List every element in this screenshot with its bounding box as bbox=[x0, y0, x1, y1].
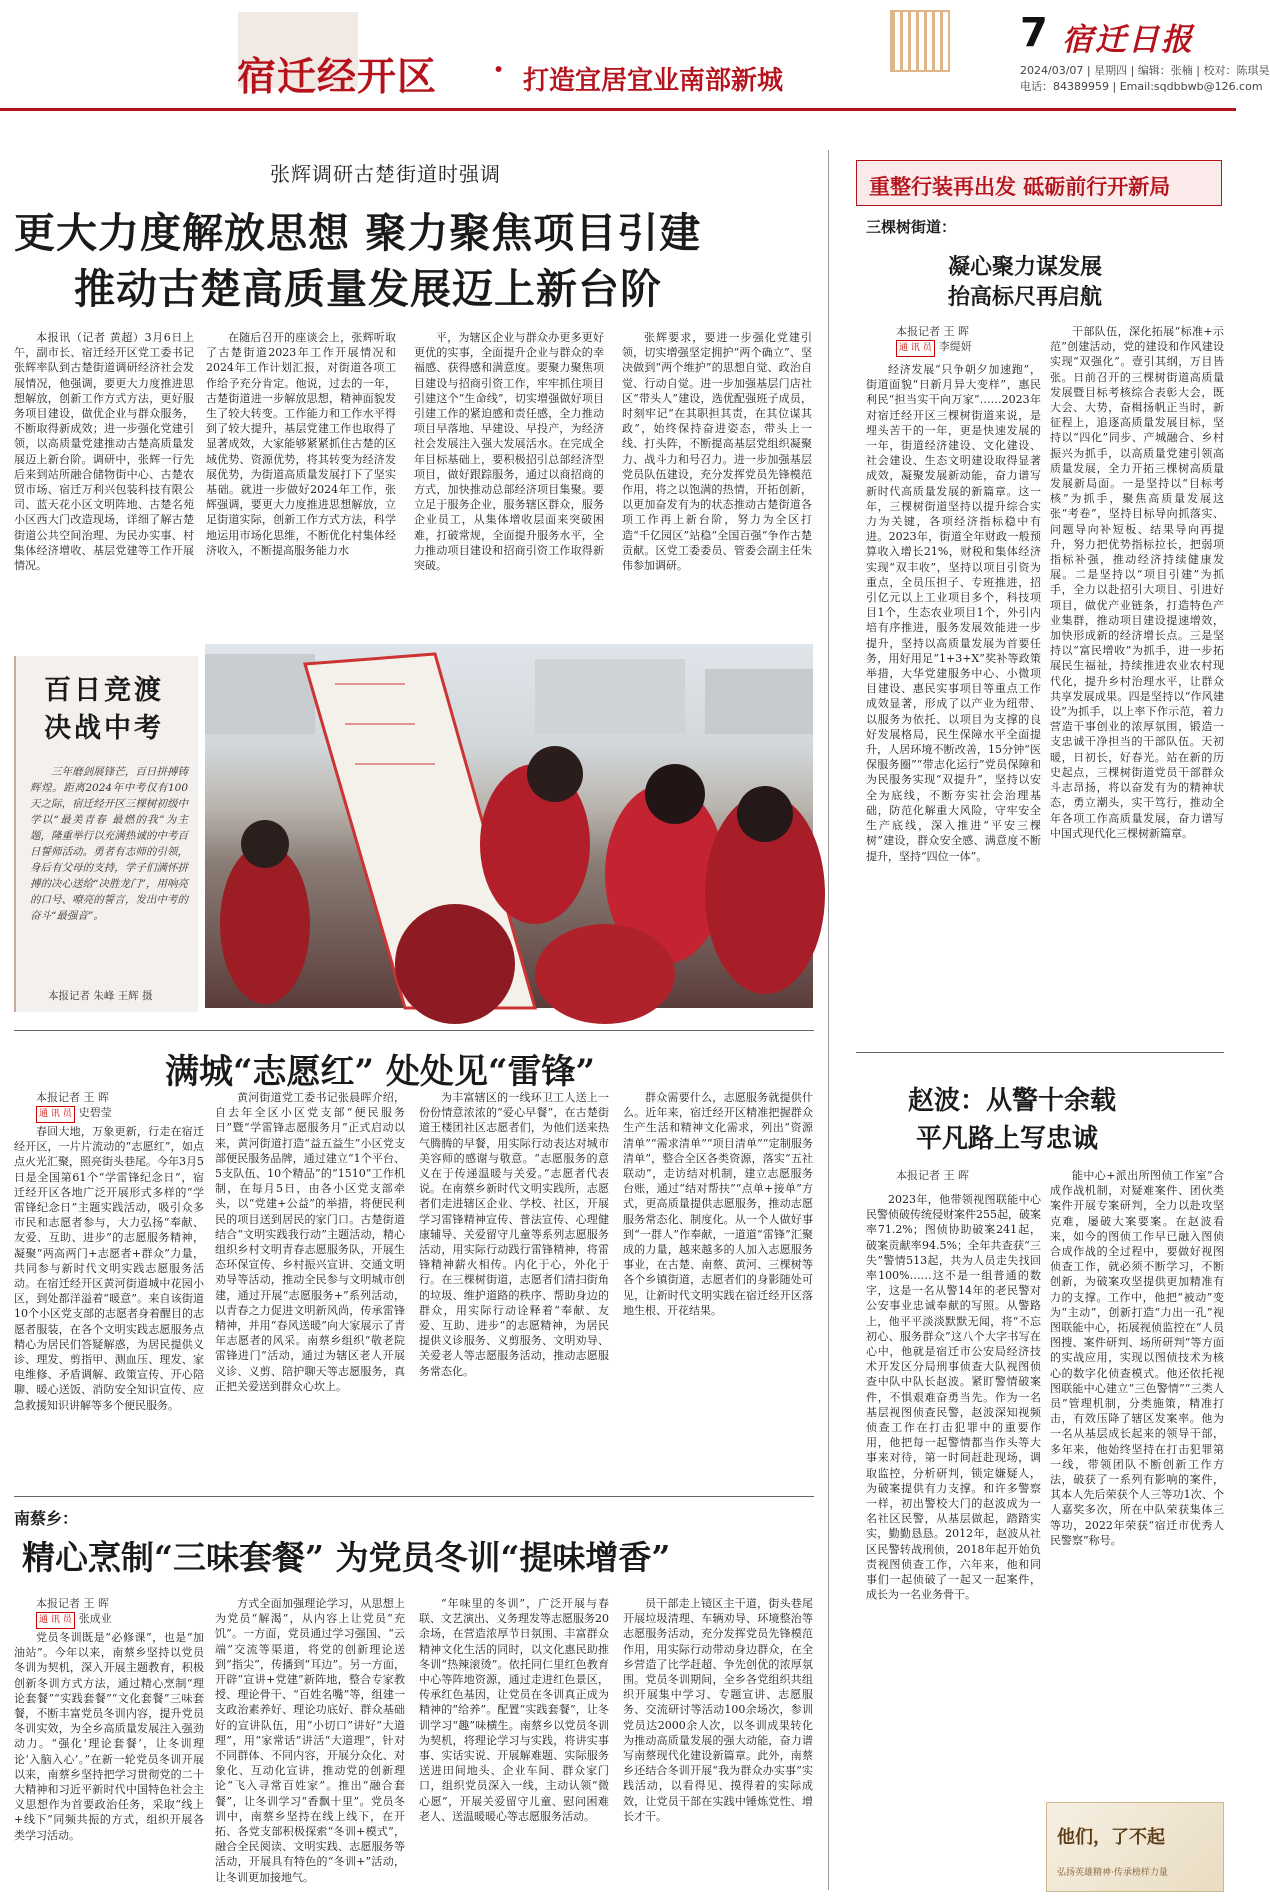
sidebar-correspondent-name: 李缇妍 bbox=[938, 340, 972, 353]
feature-byline: 本报记者 朱峰 王辉 摄 bbox=[48, 990, 153, 1002]
cop-headline-2: 平凡路上写忠诚 bbox=[916, 1124, 1099, 1154]
masthead-info-line1: 2024/03/07 | 星期四 | 编辑：张楠 | 校对：陈琪昊 bbox=[1020, 64, 1270, 77]
masthead-rule bbox=[0, 108, 1236, 111]
volunteer-headline: 满城“志愿红” 处处见“雷锋” bbox=[165, 1052, 596, 1092]
lead-col-3 bbox=[414, 330, 604, 584]
volunteer-col-3 bbox=[419, 1090, 609, 1480]
ad-box bbox=[1046, 1802, 1224, 1892]
lead-col-1-text: 本报讯（记者 黄超）3月6日上午，副市长、宿迁经开区党工委书记张辉率队到古楚街道调研经济社会发展情况，他强调，要更大力度推进思想解放，创新工作方式方法，更好服务项目建设，做优企业与群众服务，不断取得新成效；进一步强化党建引领，以高质量党建推动古楚高质量发展迈上新台阶。调研中，张辉一行先后来到站所融合储物街中心、古楚农贸市场、宿迁万利兴包装科技有限公司、蓝天花小区文明阵地、古楚名苑小区西大门改造现场，详细了解古楚街道公共空间治理、为民办实事、村集体经济增收、基层党建等工作开展情况。 bbox=[14, 331, 194, 573]
volunteer-col-4 bbox=[623, 1090, 813, 1480]
lead-col-2 bbox=[206, 330, 396, 584]
volunteer-byline-correspondent bbox=[36, 1105, 112, 1123]
nancai-col-4 bbox=[623, 1596, 813, 1892]
cop-headline-1: 赵波：从警十余载 bbox=[908, 1086, 1117, 1116]
cop-col-2-text: 能中心+派出所图侦工作室”合成作战机制，对疑难案件、团伙类案件开展专案研判，全力以赴攻坚克难，屡破大案要案。在赵波看来，如今的图侦工作早已融入图侦合成作战的全过程中，要做好视图侦查工作，就必须不断学习，不断创新，为破案攻坚提供更加精准有力的支撑。工作中，他把“被动”变为“主动”，创新打造“力出一孔”视图联能中心，拓展视侦监控在“人员图搜、案件研判、场所研判”等方面的实战应用，实现以图侦技术为核心的数字化侦查模式。他还依托视图联能中心建立“三色警情”“三类人员”管理机制，分类施策，精准打击，有效压降了辖区发案率。他为一名从基层成长起来的领导干部，多年来，他始终坚持在打击犯罪第一线，带领团队不断创新工作方法，破获了一系列有影响的案件，其本人先后荣获个人三等功1次、个人嘉奖多次，所在中队荣获集体三等功，2022年荣获“宿迁市优秀人民警察”称号。 bbox=[1050, 1169, 1224, 1547]
feature-photo bbox=[205, 644, 813, 1008]
correspondent-box: 通 讯 员 bbox=[896, 340, 935, 357]
paper-name-logo: 宿迁日报 bbox=[1062, 22, 1194, 58]
sidebar-byline bbox=[896, 324, 972, 357]
masthead-logo-building bbox=[890, 10, 950, 72]
nancai-kicker: 南蔡乡： bbox=[14, 1509, 79, 1528]
nancai-col-2-text: 方式全面加强理论学习，从思想上为党员“解渴”，从内容上让党员“充饥”。一方面，党员通过学习强国、“云端”交流等渠道，将党的创新理论送到“指尖”，传播到“耳边”。另一方面，开辟“宣讲+党建”新阵地，整合专家教授、理论骨干、“百姓名嘴”等，组建一支政治素养好、理论功底好、群众基础好的宣讲队伍，用“小切口”讲好“大道理”，用“家常话”讲活“大道理”，针对不同群体、不同内容，开展分众化、对象化、互动化宣讲，推动党的创新理论“飞入寻常百姓家”。推出“融合套餐”，让冬训学习“香飘十里”。党员冬训中，南蔡乡坚持在线上线下，在开拓、各党支部积极探索“冬训+模式”，融合全民阅读、文明实践、志愿服务等活动，开展具有特色的“冬训+”活动，让冬训更加接地气。 bbox=[215, 1597, 405, 1884]
masthead-email: Email:sqdbbwb@126.com bbox=[1119, 80, 1263, 93]
correspondent-box: 通 讯 员 bbox=[36, 1106, 75, 1123]
sidebar-headline-1: 凝心聚力谋发展 bbox=[948, 254, 1103, 280]
lead-col-1 bbox=[14, 330, 194, 584]
volunteer-byline bbox=[36, 1090, 112, 1123]
feature-title-1: 百日竞渡 bbox=[44, 675, 164, 706]
section-slogan: 打造宜居宜业南部新城 bbox=[523, 66, 784, 96]
nancai-top-rule bbox=[14, 1496, 814, 1497]
sidebar-col-2-text: 干部队伍，深化拓展“标准+示范”创建活动，党的建设和作风建设实现“双强化”。壹引其纲，万目皆张。日前召开的三棵树街道高质量发展暨目标考核综合表彰大会，既大会、大势，奋楫扬帆正当时，新征程上，追逐高质量发展目标，坚持以“四化”同步、产城融合、乡村振兴为抓手，以高质量党建引领高质量发展，全力开拓三棵树高质量发展新局面。一是坚持以“目标考核”为抓手，聚焦高质量发展这张“考卷”，坚持目标导向抓落实、问题导向补短板、结果导向再提升，努力把优势指标拉长，把弱项指标补强，推动经济持续健康发展。二是坚持以“项目引建”为抓手，全力以赴招引大项目、引进好项目，做优产业链条，打造特色产业集群，推动项目建设提速增效，加快形成新的经济增长点。三是坚持以“富民增收”为抓手，进一步拓展民生福祉，持续推进农业农村现代化，提升乡村治理水平，让群众共享发展成果。四是坚持以“作风建设”为抓手，以上率下作示范，着力营造干事创业的浓厚氛围，锻造一支忠诚干净担当的干部队伍。天初暖，日初长，好春光。站在新的历史起点，三棵树街道党员干部群众斗志昂扬，将以奋发有为的精神状态，勇立潮头，实干笃行，推动全年各项工作高质量发展，奋力谱写中国式现代化三棵树新篇章。 bbox=[1050, 325, 1224, 840]
masthead-proofreader: 校对：陈琪昊 bbox=[1203, 64, 1270, 77]
section-dot: · bbox=[493, 50, 505, 88]
masthead bbox=[0, 0, 1270, 110]
sidebar-banner-text: 重整行装再出发 砥砺前行开新局 bbox=[869, 175, 1171, 199]
cop-top-rule bbox=[856, 1052, 1224, 1053]
nancai-col-2 bbox=[215, 1596, 405, 1892]
feature-box bbox=[14, 656, 198, 1012]
sidebar-headline-2: 抬高标尺再启航 bbox=[948, 284, 1103, 310]
masthead-phone: 电话：84389959 bbox=[1020, 80, 1109, 93]
nancai-headline: 精心烹制“三味套餐” 为党员冬训“提味增香” bbox=[22, 1538, 671, 1577]
cop-col-1-text: 2023年，他带领视图联能中心民警侦破传统侵财案件255起，破案率71.2%；图侦协助破案241起，破案贡献率94.5%；全年共查获“三失”警情513起，共为人员走失找回率100%……这不是一组普通的数字，这是一名从警14年的老民警对公安事业忠诚奉献的写照。从警路上，他平平淡淡默默无闻，将“不忘初心、服务群众”这八个大字书写在心中，他就是宿迁市公安局经济技术开发区分局刑事侦查大队视图侦查中队中队长赵波。紧盯警情破案件，不惧艰难奋勇当先。作为一名基层视图侦查民警，赵波深知视频侦查工作在打击犯罪中的重要作用，他把每一起警情都当作头等大事来对待，第一时间赶赴现场，调取监控，分析研判，锁定嫌疑人，为破案提供有力支撑。和许多警察一样，初出警校大门的赵波成为一名社区民警，从基层做起，踏踏实实，勤勤恳恳。2012年，赵波从社区民警转战刑侦，2018年起开始负责视图侦查工作，六年来，他和同事们一起侦破了一起又一起案件，成长为一名业务骨干。 bbox=[866, 1193, 1041, 1602]
nancai-col-4-text: 员干部走上镜区主干道，街头巷尾开展垃圾清理、车辆劝导、环境整治等志愿服务活动，充分发挥党员先锋模范作用，用实际行动带动身边群众，在全乡营造了比学赶超、争先创优的浓厚氛围。党员冬训期间，全乡各党组织共组织开展集中学习、专题宣讲、志愿服务、交流研讨等活动100余场次，参训党员达2000余人次，以冬训成果转化为推动高质量发展的强大动能，奋力谱写南蔡现代化建设新篇章。此外，南蔡乡还结合冬训开展“我为群众办实事”实践活动，以看得见、摸得着的实际成效，让党员干部在实践中锤炼党性、增长才干。 bbox=[623, 1597, 813, 1823]
masthead-info-line2: 电话：84389959 | Email:sqdbbwb@126.com bbox=[1020, 80, 1263, 93]
volunteer-col-1 bbox=[14, 1124, 204, 1480]
page-number: 7 bbox=[1020, 10, 1048, 56]
nancai-col-1-text: 党员冬训既是“必修课”，也是“加油站”。今年以来，南蔡乡坚持以党员冬训为契机，深入开展主题教育，积极创新冬训方式方法，通过精心烹制“理论套餐”“实践套餐”“文化套餐”三味套餐，不断丰富党员冬训内容，提升党员冬训实效，为全乡高质量发展注入强劲动力。“强化‘理论套餐’，让冬训理论‘入脑入心’。”在新一轮党员冬训开展以来，南蔡乡坚持把学习贯彻党的二十大精神和习近平新时代中国特色社会主义思想作为首要政治任务，采取“线上+线下”同频共振的方式，组织开展各类学习活动。 bbox=[14, 1631, 204, 1842]
lead-col-2-text: 在随后召开的座谈会上，张辉听取了古楚街道2023年工作开展情况和2024年工作计划汇报，对街道各项工作给予充分肯定。他说，过去的一年，古楚街道进一步解放思想，精神面貌发生了较大转变。工作能力和工作水平得到了较大提升，基层党建工作也取得了显著成效，大家能够紧紧抓住古楚的区域优势、资源优势，将其转变为经济发展优势，为街道高质量发展打下了坚实基础。就进一步做好2024年工作，张辉强调，要更大力度推进思想解放，立足街道实际，创新工作方式方法，科学地运用市场化思维，不断优化村集体经济收入，不断提高服务能力水 bbox=[206, 331, 396, 557]
cop-col-2 bbox=[1050, 1168, 1224, 1792]
lead-col-3-text: 平，为辖区企业与群众办更多更好更优的实事，全面提升企业与群众的幸福感、获得感和满意度。要聚力聚焦项目建设与招商引资工作，牢牢抓住项目引建这个“生命线”，切实增强做好项目引建工作的紧迫感和责任感，全力推动项目早落地、早建设、早投产，为经济社会发展注入强大发展活水。在完成全年目标基础上，要积极招引总部经济型项目，做好跟踪服务，通过以商招商的方式，加快推动总部经济项目集聚。要立足于服务企业，服务辖区群众，服务企业员工，从集体增收层面来突破困难，打破常规，全面提升服务水平，全力推动项目建设和招商引资工作取得新突破。 bbox=[414, 331, 604, 573]
volunteer-col-2-text: 黄河街道党工委书记张晨晖介绍，自去年全区小区党支部“便民服务日”暨“学雷锋志愿服务月”正式启动以来，黄河街道打造“益五益生”小区党支部便民服务品牌，通过建立“1个平台、5支队伍、10个精品”的“1510”工作机制，在每月5日，由各小区党支部牵头，以“党建+公益”的举措，将便民利民的项目送到居民的家门口。古楚街道结合“文明实践我行动”主题活动，精心组织乡村文明青春志愿服务队，开展生态环保宣传、乡村振兴宣讲、交通文明劝导等活动，推动全民参与文明城市创建，通过开展“志愿服务+”系列活动，以青春之力促进文明新风尚，传承雷锋精神，并用“春风送暖”向大家展示了青年志愿者的风采。南蔡乡组织“敬老院雷锋进门”活动，通过为辖区老人开展义诊、义剪、陪护聊天等志愿服务，真正把关爱送到群众心坎上。 bbox=[215, 1091, 405, 1393]
ad-text: 他们，了不起 bbox=[1057, 1827, 1165, 1848]
volunteer-col-2 bbox=[215, 1090, 405, 1480]
sidebar-col-1 bbox=[866, 362, 1041, 1034]
volunteer-correspondent-name: 史碧莹 bbox=[78, 1106, 112, 1119]
nancai-byline bbox=[36, 1596, 112, 1629]
cop-col-1 bbox=[866, 1192, 1041, 1892]
cop-byline: 本报记者 王 晖 bbox=[896, 1169, 969, 1182]
feature-title-2: 决战中考 bbox=[44, 713, 164, 744]
volunteer-top-rule bbox=[14, 1030, 814, 1031]
correspondent-box: 通 讯 员 bbox=[36, 1612, 75, 1629]
feature-photo-illustration bbox=[205, 644, 813, 1008]
nancai-col-3-text: “年味里的冬训”，广泛开展与春联、文艺演出、义务理发等志愿服务20余场，在营造浓厚节日氛围、丰富群众精神文化生活的同时，以文化惠民助推冬训“热辣滚烫”。依托同仁里红色教育中心等阵地资源，通过走进红色景区，传承红色基因，让党员在冬训真正成为精神的“给养”。配置“实践套餐”，让冬训学习“趣”味横生。南蔡乡以党员冬训为契机，将理论学习与实践，将讲实事事、实话实说、开展解难题、实际服务送进田间地头、企业车间、群众家门口，组织党员深入一线，主动认领“微心愿”，开展关爱留守儿童、慰问困难老人、送温暖暖心等志愿服务活动。 bbox=[419, 1597, 609, 1823]
lead-col-4-text: 张辉要求，要进一步强化党建引领，切实增强坚定拥护“两个确立”、坚决做到“两个维护”的思想自觉、政治自觉、行动自觉。进一步加强基层门店社区“带头人”建设，选优配强班子成员，时刻牢记“在其职担其责，在其位谋其政”，始终保持奋进姿态，带头上一线、打头阵，不断提高基层党组织凝聚力、战斗力和号召力。进一步加强基层党员队伍建设，充分发挥党员先锋模范作用，将之以饱满的热情，开拓创新，以更加奋发有为的状态推动古楚街道各项工作再上新台阶，努力为全区打造“千亿园区”站稳“全国百强”争作古楚贡献。区党工委委员、管委会副主任朱伟参加调研。 bbox=[622, 331, 812, 573]
volunteer-col-3-text: 为丰富辖区的一线环卫工人送上一份份情意浓浓的“爱心早餐”，在古楚街道王楼团社区志愿者们，为他们送来热气腾腾的早餐，用实际行动表达对城市美容师的感谢与敬意。“志愿服务的意义在于传递温暖与关爱。”志愿者代表说。在南蔡乡新时代文明实践所，志愿者们走进辖区企业、学校、社区，开展学习雷锋精神宣传、普法宣传、心理健康辅导、关爱留守儿童等系列志愿服务活动，用实际行动践行雷锋精神，将雷锋精神薪火相传。内化于心，外化于行。在三棵树街道，志愿者们清扫街角的垃圾、维护道路的秩序、帮助身边的群众，用实际行动诠释着“奉献、友爱、互助、进步”的志愿精神，为居民提供义诊服务、义剪服务、文明劝导、关爱老人等志愿服务活动，推动志愿服务常态化。 bbox=[419, 1091, 609, 1378]
nancai-col-3 bbox=[419, 1596, 609, 1892]
nancai-col-1 bbox=[14, 1630, 204, 1892]
masthead-weekday: 星期四 bbox=[1094, 64, 1128, 77]
nancai-byline-reporter: 本报记者 王 晖 bbox=[36, 1597, 109, 1610]
volunteer-byline-reporter: 本报记者 王 晖 bbox=[36, 1091, 109, 1104]
masthead-date: 2024/03/07 bbox=[1020, 64, 1084, 77]
section-title: 宿迁经开区 bbox=[237, 54, 438, 100]
sidebar-byline-correspondent bbox=[896, 339, 972, 357]
sidebar-divider bbox=[828, 150, 829, 1890]
nancai-byline-correspondent bbox=[36, 1611, 112, 1629]
sidebar-kicker: 三棵树街道： bbox=[866, 218, 957, 236]
sidebar-col-2 bbox=[1050, 324, 1224, 1034]
sidebar-banner bbox=[856, 160, 1222, 206]
ad-subtext: 弘扬英雄精神·传承榜样力量 bbox=[1057, 1868, 1168, 1878]
volunteer-col-4-text: 群众需要什么，志愿服务就提供什么。近年来，宿迁经开区精准把握群众生产生活和精神文化需求，列出“资源清单”“需求清单”“项目清单”“定制服务清单”，整合全区各类资源，落实“五社联动”，走访结对机制，建立志愿服务台账，通过“结对帮扶”“点单+接单”方式，更高质量提供志愿服务，推动志愿服务常态化、制度化。从一个人做好事到“一群人”作奉献，一道道“雷锋”汇聚成的力量，越来越多的人加入志愿服务事业，在古楚、南蔡、黄河、三棵树等各个乡镇街道，志愿者们的身影随处可见，让新时代文明实践在宿迁经开区落地生根、开花结果。 bbox=[623, 1091, 813, 1317]
lead-headline-1: 更大力度解放思想 聚力聚焦项目引建 bbox=[14, 209, 702, 257]
sidebar-byline-reporter: 本报记者 王 晖 bbox=[896, 325, 969, 338]
feature-body: 三年磨剑展锋芒，百日拼搏铸辉煌。距离2024年中考仅有100天之际，宿迁经开区三棵树初级中学以“最美青春 最燃的我”为主题，隆重举行以充满热诚的中考百日誓师活动。勇者有志师的引领，身后有父母的支持，学子们满怀拼搏的决心送给“决胜龙门”，用响亮的口号、嘹亮的誓言，发出中考的奋斗“最强音”。 bbox=[30, 766, 188, 922]
lead-kicker: 张辉调研古楚街道时强调 bbox=[270, 162, 501, 186]
masthead-editor: 编辑：张楠 bbox=[1137, 64, 1193, 77]
volunteer-col-1-text: 春回大地，万象更新，行走在宿迁经开区，一片片流动的“志愿红”，如点点火光汇聚，照亮街头巷尾。今年3月5日是全国第61个“学雷锋纪念日”，宿迁经开区各地广泛开展形式多样的“学雷锋纪念日”主题实践活动，吸引众多市民和志愿者参与，大力弘扬“奉献、友爱、互助、进步”的志愿服务精神，凝聚“两高两门+志愿者+群众”力量，共同参与新时代文明实践志愿服务活动。在宿迁经开区黄河街道城中花园小区，到处都洋溢着“暖意”。来自该街道10个小区党支部的志愿者身着醒目的志愿者服装，在各个文明实践志愿服务点精心为居民们答疑解惑，为居民提供义诊、理发、剪指甲、测血压、理发、家电维修、矛盾调解、政策宣传、开心陪聊、暖心送饭、消防安全知识宣传、应急救援知识讲解等多个便民服务。 bbox=[14, 1125, 204, 1412]
lead-col-4 bbox=[622, 330, 812, 584]
sidebar-col-1-text: 经济发展“只争朝夕加速跑”，街道面貌“日新月异大变样”，惠民利民“担当实干向万家”……2023年对宿迁经开区三棵树街道来说，是埋头苦干的一年，更是快速发展的一年，街道经济建设、文化建设、社会建设、生态文明建设取得显著成效，凝聚发展新动能，奋力谱写新时代高质量发展的新篇章。这一年，三棵树街道坚持以提升综合实力为关键，各项经济指标稳中有进。2023年，街道全年财政一般预算收入增长21%，财税和集体经济实现“双丰收”，坚持以项目引资为重点，全员压担子、专班推进，招引亿元以上工业项目多个，科技项目1个，生态农业项目1个，外引内培有序推进，服务发展效能进一步提升，坚持以高质量发展为首要任务，用好用足“1+3+X”奖补等政策举措，大华党建服务中心、小微项目建设、惠民实事项目等重点工作成效显著，形成了以产业为纽带、以服务为依托、以项目为支撑的良好发展格局，民生保障水平全面提升，人居环境不断改善，15分钟“医保服务圈”“带志化运行”党员保障和为民服务实现“双提升”，坚持以安全为底线，不断夯实社会治理基础，防范化解重大风险，守牢安全生产底线，深入推进“平安三棵树”建设，群众安全感、满意度不断提升，坚持“四位一体”。 bbox=[866, 363, 1041, 863]
lead-headline-2: 推动古楚高质量发展迈上新台阶 bbox=[74, 265, 662, 313]
nancai-correspondent-name: 张成业 bbox=[78, 1612, 112, 1625]
